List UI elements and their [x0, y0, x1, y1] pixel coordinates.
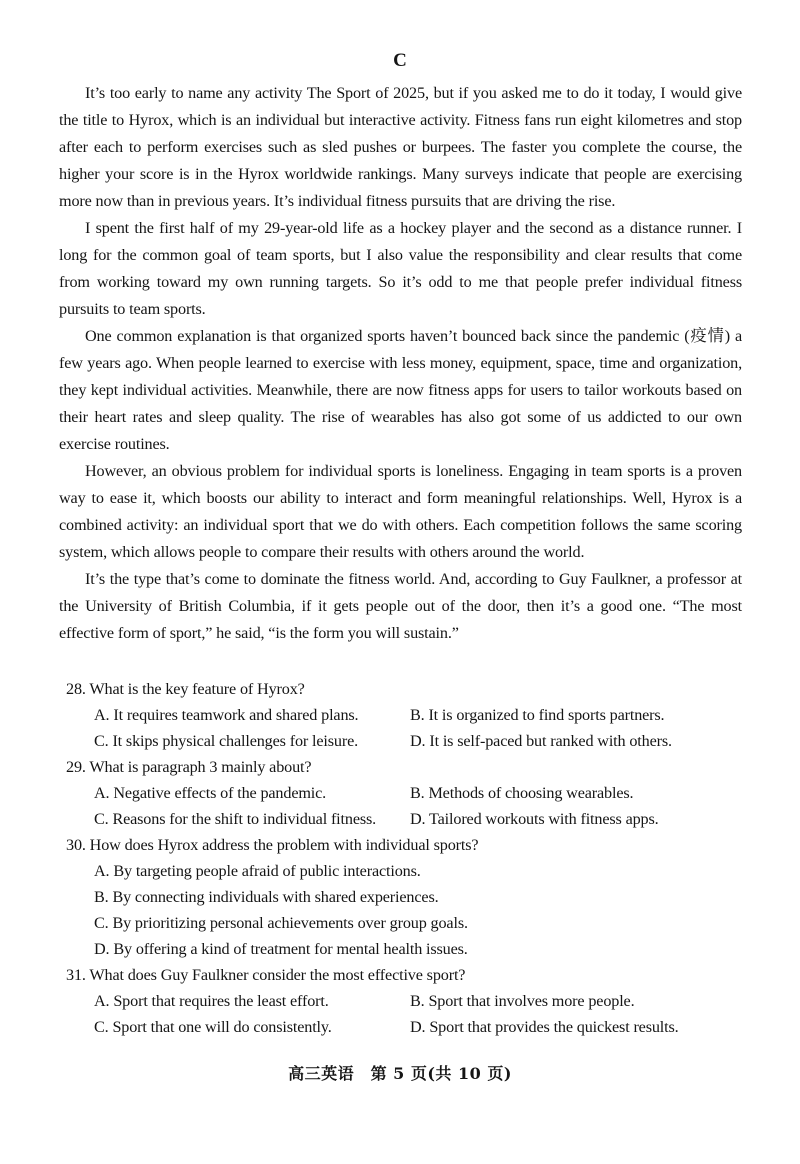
paragraph-1: It’s too early to name any activity The Sport of 2025, but if you asked me to do it today, I would give the title to Hyrox, which is an individual but interactive activity. Fitness fans run eight kilometres and stop after each to perform exercises such as sled pushes or burpees. The faster you complete the course, the higher your score is in the Hyrox worldwide rankings. Many surveys indicate that people are exercising more now than in previous years. It’s individual fitness pursuits that are driving the rise. — [59, 84, 742, 210]
options — [66, 702, 746, 754]
option-a: A. It requires teamwork and shared plans. — [94, 706, 359, 724]
option-c: C. By prioritizing personal achievements over group goals. — [94, 914, 468, 932]
question-stem: 30. How does Hyrox address the problem with individual sports? — [66, 836, 479, 854]
options — [66, 858, 746, 962]
option-c: C. It skips physical challenges for leisure. — [94, 732, 359, 750]
options — [66, 780, 746, 832]
question-list — [66, 676, 746, 1040]
question-stem: 29. What is paragraph 3 mainly about? — [66, 758, 312, 776]
reading-passage — [59, 80, 742, 647]
option-d: D. It is self-paced but ranked with others. — [410, 732, 672, 750]
option-c: C. Reasons for the shift to individual fitness. — [94, 810, 377, 828]
options — [66, 988, 746, 1040]
section-heading: C — [393, 50, 407, 71]
option-b: B. It is organized to find sports partners. — [410, 706, 665, 724]
option-b: B. Methods of choosing wearables. — [410, 784, 634, 802]
option-c: C. Sport that one will do consistently. — [94, 1018, 332, 1036]
option-b: B. By connecting individuals with shared experiences. — [94, 888, 439, 906]
option-a: A. Negative effects of the pandemic. — [94, 784, 327, 802]
question-31 — [66, 962, 746, 1040]
option-b: B. Sport that involves more people. — [410, 992, 635, 1010]
paragraph-2: I spent the first half of my 29-year-old life as a hockey player and the second as a distance runner. I long for the common goal of team sports, but I also value the responsibility and clear results that come from working toward my own running targets. So it’s odd to me that people prefer individual fitness pursuits to team sports. — [59, 219, 742, 318]
question-stem: 31. What does Guy Faulkner consider the most effective sport? — [66, 966, 466, 984]
option-d: D. By offering a kind of treatment for mental health issues. — [94, 940, 468, 958]
page-footer: 高三英语 第 5 页(共 10 页) — [288, 1064, 512, 1083]
option-d: D. Tailored workouts with fitness apps. — [410, 810, 659, 828]
option-a: A. By targeting people afraid of public interactions. — [94, 862, 421, 880]
question-stem: 28. What is the key feature of Hyrox? — [66, 680, 305, 698]
question-30 — [66, 832, 746, 962]
option-d: D. Sport that provides the quickest results. — [410, 1018, 679, 1036]
option-a: A. Sport that requires the least effort. — [94, 992, 329, 1010]
paragraph-3: One common explanation is that organized sports haven’t bounced back since the pandemic (疫情) a few years ago. When people learned to exercise with less money, equipment, space, time and organization, they kept individual activities. Meanwhile, there are now fitness apps for users to tailor workouts based on their heart rates and sleep quality. The rise of wearables has also got some of us addicted to our own exercise routines. — [59, 327, 742, 453]
paragraph-4: However, an obvious problem for individual sports is loneliness. Engaging in team sports is a proven way to ease it, which boosts our ability to interact and form meaningful relationships. Well, Hyrox is a combined activity: an individual sport that we do with others. Each competition follows the same scoring system, which allows people to compare their results with others around the world. — [59, 462, 742, 561]
question-28 — [66, 676, 746, 754]
paragraph-5: It’s the type that’s come to dominate the fitness world. And, according to Guy Faulkner, a professor at the University of British Columbia, if it gets people out of the door, then it’s a good one. “The most effective form of sport,” he said, “is the form you will sustain.” — [59, 570, 742, 642]
question-29 — [66, 754, 746, 832]
